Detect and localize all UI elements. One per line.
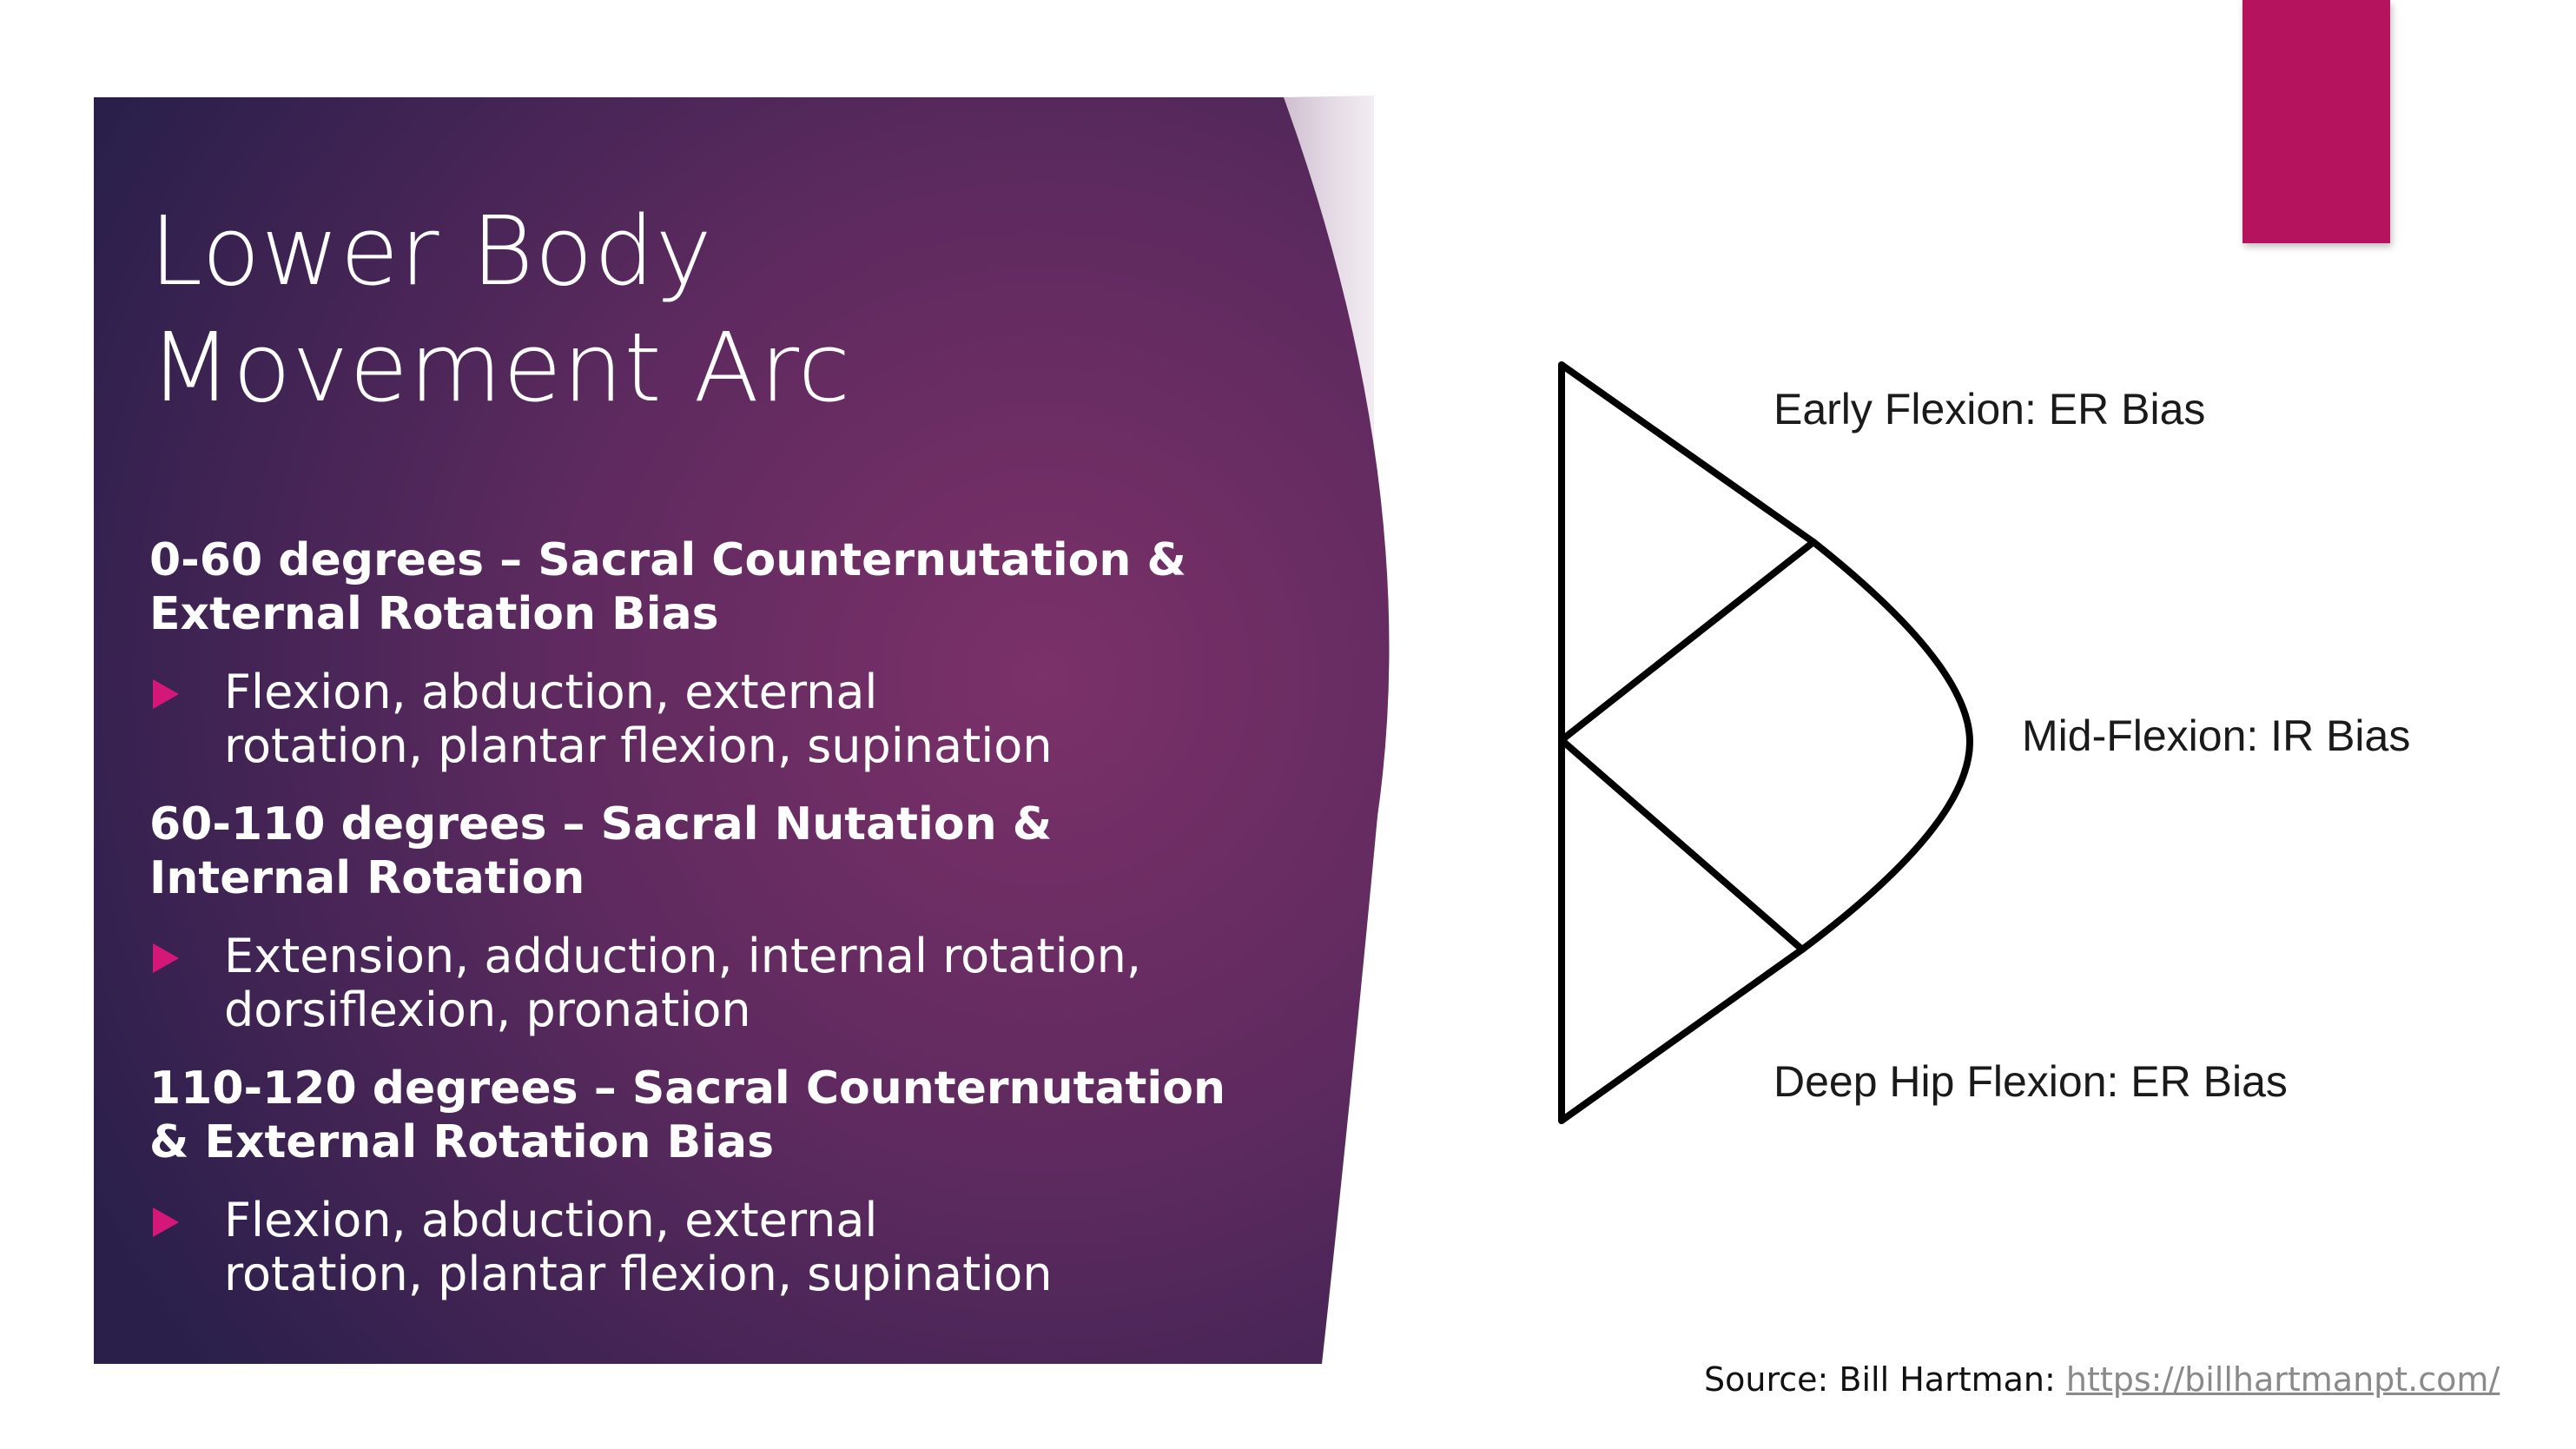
section-bullet-1: [149, 665, 1244, 773]
section-heading-2: 60-110 degrees – Sacral Nutation & Internal Rotation: [149, 798, 1053, 904]
arc-lower-divider: [1562, 740, 1802, 949]
section-bullet-3: [149, 1194, 1244, 1301]
bullet-arrow-icon: [153, 1208, 179, 1237]
bullet-text-3: Flexion, abduction, external rotation, plantar flexion, supination: [224, 1193, 1053, 1301]
section-heading-1: 0-60 degrees – Sacral Counternutation & External Rotation Bias: [149, 534, 1186, 640]
source-link[interactable]: https://billhartmanpt.com/: [2065, 1360, 2500, 1399]
section-heading-3: 110-120 degrees – Sacral Counternutation & External Rotation Bias: [149, 1062, 1225, 1168]
section-bullet-2: [149, 930, 1244, 1037]
label-deep-hip-flexion: Deep Hip Flexion: ER Bias: [1773, 1057, 2288, 1106]
title-line-2: Movement Arc: [149, 312, 852, 423]
arc-lower-edge: [1562, 949, 1802, 1121]
bullet-text-1: Flexion, abduction, external rotation, plantar flexion, supination: [224, 665, 1053, 773]
movement-arc-diagram: [1529, 339, 2411, 1133]
source-prefix: Source: Bill Hartman:: [1704, 1360, 2066, 1399]
bullet-arrow-icon: [153, 679, 179, 709]
movement-arc-drawing: [1529, 339, 1980, 1129]
label-early-flexion: Early Flexion: ER Bias: [1773, 385, 2206, 433]
content-body: [149, 533, 1244, 1326]
accent-tab: [2242, 0, 2390, 243]
arc-curve: [1802, 542, 1970, 949]
title-line-1: Lower Body: [149, 195, 713, 307]
arc-upper-divider: [1562, 542, 1813, 740]
label-mid-flexion: Mid-Flexion: IR Bias: [2022, 711, 2411, 760]
bullet-text-2: Extension, adduction, internal rotation, dorsiflexion, pronation: [224, 929, 1142, 1037]
slide-title: [149, 193, 1278, 426]
bullet-arrow-icon: [153, 943, 179, 973]
source-citation: [1704, 1360, 2500, 1399]
